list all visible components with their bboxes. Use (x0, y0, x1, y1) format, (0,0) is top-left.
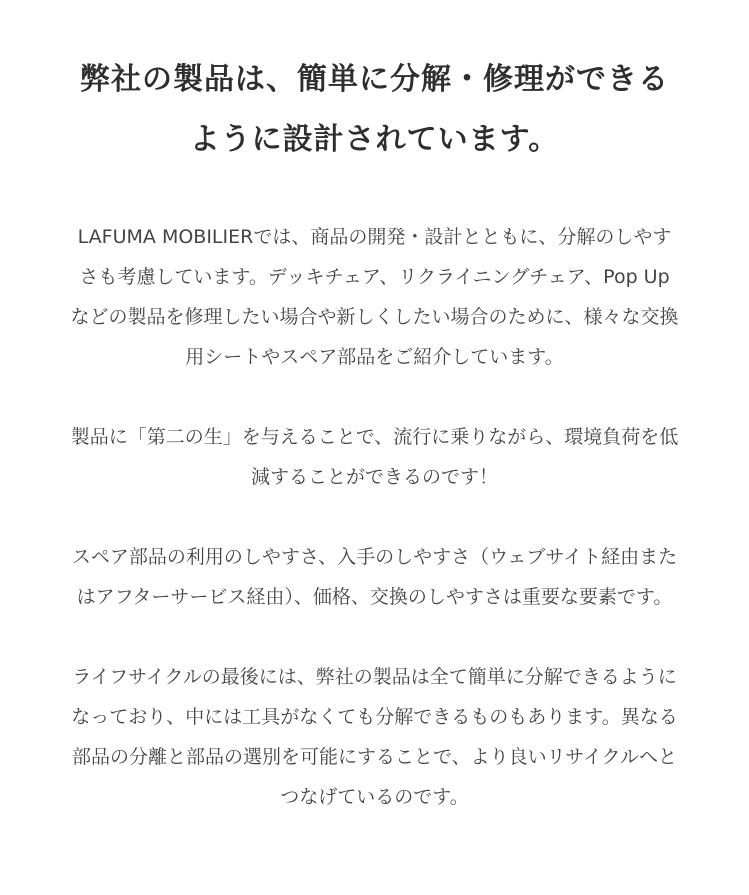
page-title-line-1: 弊社の製品は、簡単に分解・修理ができる (80, 62, 669, 97)
paragraph-line: 用シートやスペア部品をご紹介しています。 (185, 346, 564, 368)
paragraph-spare-parts (50, 537, 699, 617)
paragraph-line: さも考慮しています。デッキチェア、リクライニングチェア、Pop Up (79, 266, 670, 288)
paragraph-line: 製品に「第二の生」を与えることで、流行に乗りながら、環境負荷を低 (70, 426, 679, 448)
body-text (50, 217, 699, 857)
paragraph-line: はアフターサービス経由）、価格、交換のしやすさは重要な要素です。 (76, 586, 673, 608)
paragraph-second-life (50, 417, 699, 497)
paragraph-line: つなげているのです。 (280, 786, 469, 808)
paragraph-line: ライフサイクルの最後には、弊社の製品は全て簡単に分解できるように (72, 666, 677, 688)
page-title (0, 50, 749, 170)
paragraph-recycling (50, 657, 699, 817)
page-title-line-2: ように設計されています。 (189, 122, 560, 157)
paragraph-line: 部品の分離と部品の選別を可能にすることで、より良いリサイクルへと (72, 746, 677, 768)
paragraph-line: 減することができるのです！ (250, 466, 498, 488)
paragraph-line: などの製品を修理したい場合や新しくしたい場合のために、様々な交換 (70, 306, 679, 328)
paragraph-line: スペア部品の利用のしやすさ、入手のしやすさ（ウェブサイト経由また (71, 546, 678, 568)
paragraph-line: LAFUMA MOBILIERでは、商品の開発・設計とともに、分解のしやす (77, 226, 672, 248)
paragraph-design-for-disassembly (50, 217, 699, 377)
paragraph-line: なっており、中には工具がなくても分解できるものもあります。異なる (71, 706, 678, 728)
